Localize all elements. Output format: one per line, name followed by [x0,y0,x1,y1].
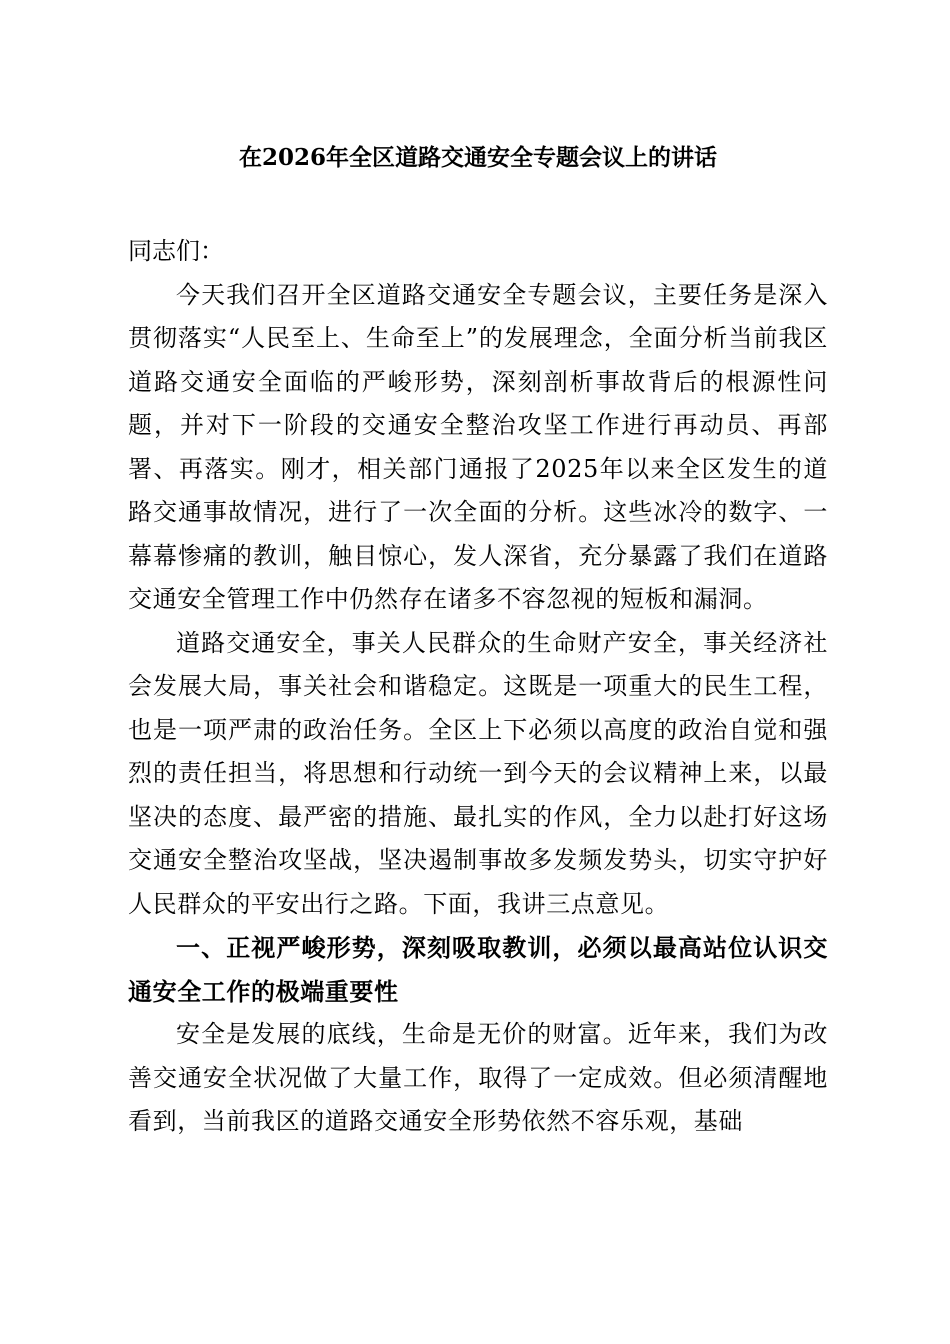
paragraph-section-1: 安全是发展的底线，生命是无价的财富。近年来，我们为改善交通安全状况做了大量工作，取得了一定成效。但必须清醒地看到，当前我区的道路交通安全形势依然不容乐观，基础 [128,1020,828,1135]
salutation: 同志们： [128,237,224,265]
paragraph-importance: 道路交通安全，事关人民群众的生命财产安全，事关经济社会发展大局，事关社会和谐稳定。这既是一项重大的民生工程，也是一项严肃的政治任务。全区上下必须以高度的政治自觉和强烈的责任担当，将思想和行动统一到今天的会议精神上来，以最坚决的态度、最严密的措施、最扎实的作风，全力以赴打好这场交通安全整治攻坚战，坚决遏制事故多发频发势头，切实守护好人民群众的平安出行之路。下面，我讲三点意见。 [128,628,828,918]
paragraph-intro: 今天我们召开全区道路交通安全专题会议，主要任务是深入贯彻落实“人民至上、生命至上”的发展理念，全面分析当前我区道路交通安全面临的严峻形势，深刻剖析事故背后的根源性问题，并对下一阶段的交通安全整治攻坚工作进行再动员、再部署、再落实。刚才，相关部门通报了2025年以来全区发生的道路交通事故情况，进行了一次全面的分析。这些冰冷的数字、一幕幕惨痛的教训，触目惊心，发人深省，充分暴露了我们在道路交通安全管理工作中仍然存在诸多不容忽视的短板和漏洞。 [128,280,828,613]
section-heading-1: 一、正视严峻形势，深刻吸取教训，必须以最高站位认识交通安全工作的极端重要性 [128,933,828,1006]
document-page [128,138,828,1144]
document-title: 在2026年全区道路交通安全专题会议上的讲话 [238,144,717,171]
